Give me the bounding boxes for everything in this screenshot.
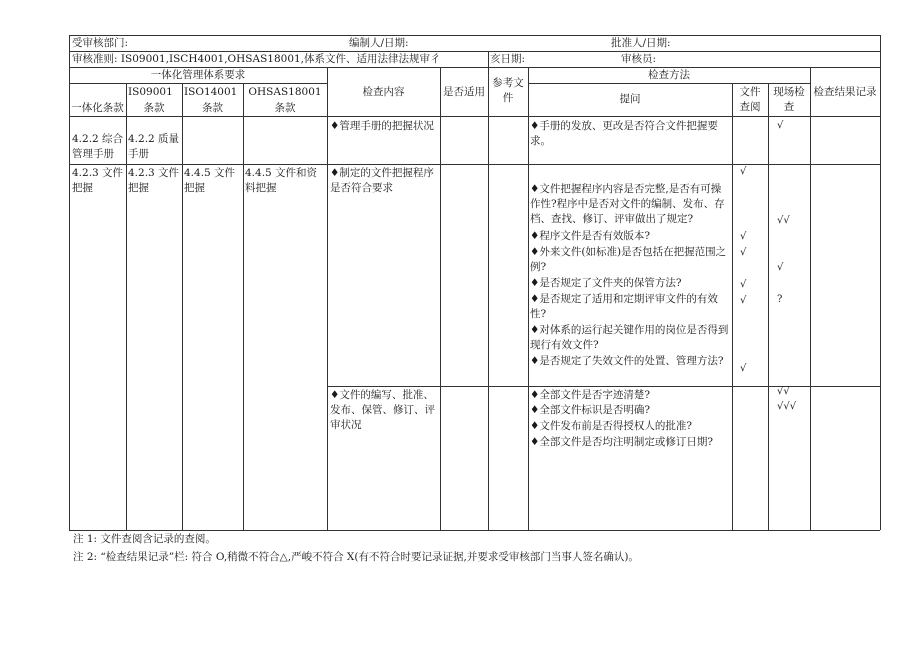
site-check-mark: √√ (777, 386, 790, 397)
ohsas-header: OHSAS18001 (248, 86, 322, 98)
note-2: 注 2: “检查结果记录”栏: 符合 O,稍微不符合△,严峻不符合 X(有不符合时要记录证据,并要求受审核部门当事人签名确认)。 (73, 551, 639, 563)
doc-review-mark: √ (740, 279, 747, 290)
question-cell: ♦手册的发放、更改是否符合文件把握要求。 (530, 120, 718, 147)
doc-review-mark: √ (740, 166, 747, 177)
question-item: ♦是否规定了文件夹的保管方法? (530, 277, 682, 289)
integrated-clause-header: 一体化条款 (71, 102, 124, 114)
integrated-clause-cell: 4.2.2 综合管理手册 (72, 133, 124, 160)
iso9001-clause-header: 条款 (143, 102, 165, 114)
question-item: ♦外来文件(如标准)是否包括在把握范围之例? (530, 246, 727, 273)
check-method-header: 检查方法 (648, 69, 690, 81)
integrated-clause-cell: 4.2.3 文件把握 (72, 167, 124, 194)
check-content-cell: ♦文件的编写、批准、发布、保管、修订、评审状况 (330, 389, 435, 431)
doc-review-mark: √ (740, 363, 747, 374)
question-item: ♦全部文件是否字迹清楚? (530, 389, 651, 401)
auditee-dept-label: 受审核部门: (72, 37, 129, 49)
ohsas-clause-cell: 4.4.5 文件和资料把握 (245, 167, 318, 194)
iso9001-header: IS09001 (128, 86, 173, 98)
question-item: ♦是否规定了失效文件的处置、管理方法? (530, 355, 724, 367)
iso14001-clause-header: 条款 (202, 102, 223, 114)
reference-docs-header: 参考文件 (492, 77, 524, 104)
check-content-cell: ♦管理手册的把握状况 (330, 120, 434, 132)
auditor-label: 审核员: (621, 53, 657, 65)
compiler-label: 编制人/日期: (349, 37, 409, 49)
iso14001-clause-cell: 4.4.5 文件把握 (184, 167, 236, 194)
question-item: ♦全部文件标识是否明确? (530, 404, 651, 416)
site-check-mark: √ (777, 262, 784, 273)
doc-review-header: 文件查阅 (739, 86, 761, 113)
site-check-mark: √√ (777, 215, 790, 226)
doc-review-mark: √ (740, 231, 747, 242)
question-item: ♦全部文件是否均注明制定或修订日期? (530, 436, 714, 448)
applicable-header: 是否适用 (443, 86, 485, 98)
audit-criteria-label: 审核准则: IS09001,ISCH4001,OHSAS18001,体系文件、适用法律法规审彳 (72, 53, 441, 65)
iso14001-header: ISO14001 (184, 86, 238, 98)
note-1: 注 1: 文件查阅含记录的查阅。 (73, 533, 216, 545)
site-check-mark: ? (777, 294, 783, 305)
site-check-header: 现场检查 (773, 86, 805, 113)
site-check-mark: √√√ (777, 401, 797, 412)
result-record-header: 检查结果记录 (813, 86, 877, 98)
check-content-header: 检查内容 (362, 86, 405, 98)
doc-review-mark: √ (740, 247, 747, 258)
approver-label: 批准人/日期: (611, 37, 671, 49)
check-content-cell: ♦制定的文件把握程序是否符合要求 (330, 167, 434, 194)
system-requirements-header: 一体化管理体系要求 (150, 69, 246, 81)
doc-review-mark: √ (740, 295, 747, 306)
question-item: ♦是否规定了适用和定期评审文件的有效性? (530, 293, 718, 320)
question-header: 提问 (619, 93, 641, 105)
question-item: ♦程序文件是否有效版本? (530, 230, 651, 242)
question-item: ♦对体系的运行起关键作用的岗位是否得到现行有效文件? (530, 324, 729, 351)
iso9001-clause-cell: 4.2.2 质量手册 (128, 133, 180, 160)
site-check-mark: √ (777, 120, 784, 131)
ohsas-clause-header: 条款 (274, 102, 296, 114)
question-item: ♦文件把握程序内容是否完整,是否有可操作性?程序中是否对文件的编制、发布、存档、查找、修订、评审做出了规定? (530, 183, 725, 225)
question-item: ♦文件发布前是否得授权人的批准? (530, 420, 693, 432)
audit-date-label: 亥日期: (490, 53, 526, 65)
iso9001-clause-cell: 4.2.3 文件把握 (128, 167, 180, 194)
